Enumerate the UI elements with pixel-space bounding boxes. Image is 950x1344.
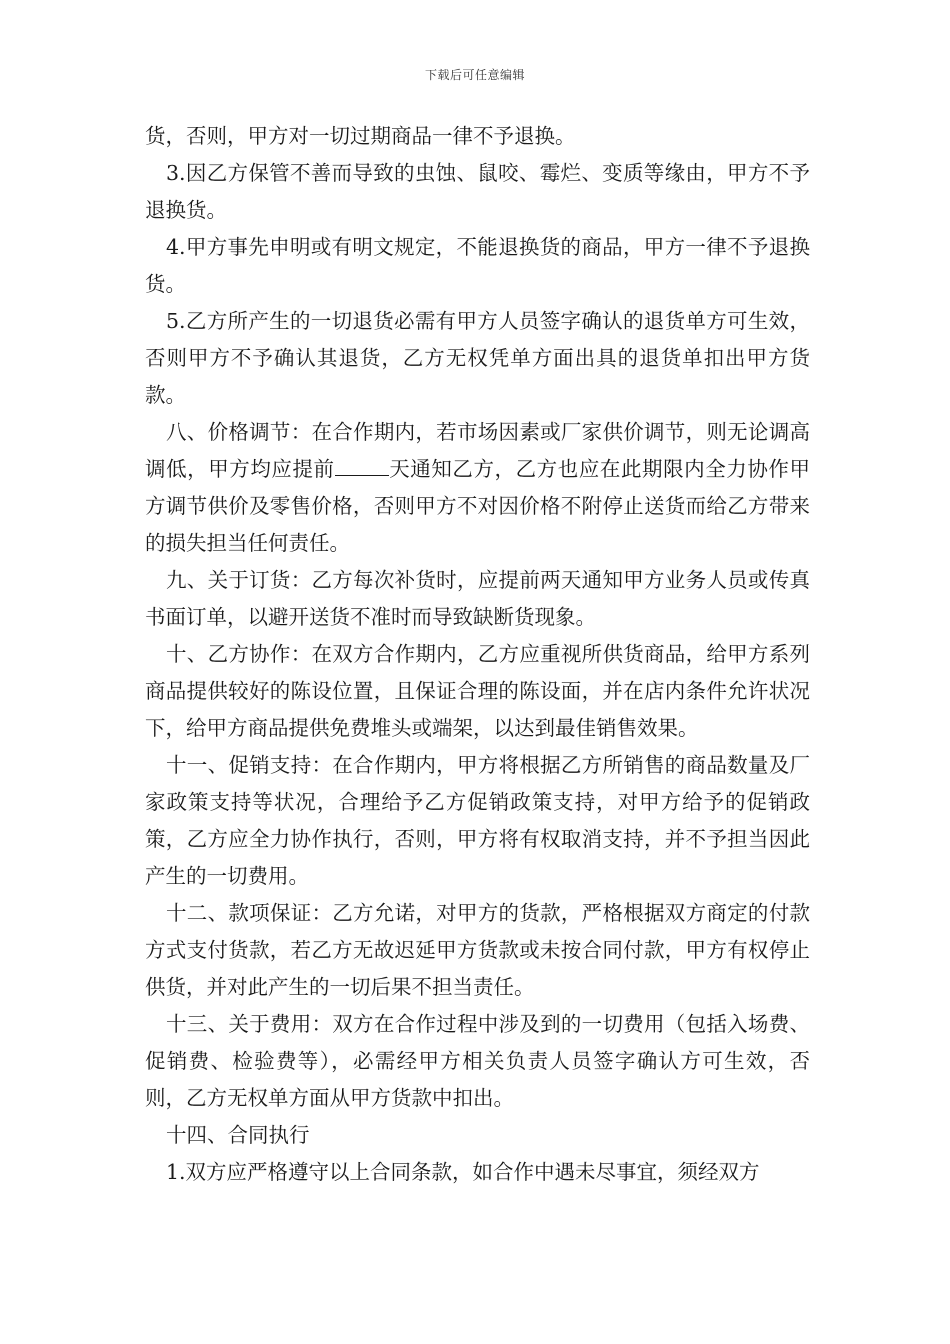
paragraph-section-9-ordering: 九、关于订货：乙方每次补货时，应提前两天通知甲方业务人员或传真书面订单，以避开送货不准时而导致缺断货现象。 bbox=[145, 568, 810, 629]
paragraph-clause-5: 5.乙方所产生的一切退货必需有甲方人员签字确认的退货单方可生效，否则甲方不予确认其退货，乙方无权凭单方面出具的退货单扣出甲方货款。 bbox=[145, 309, 810, 407]
paragraph-section-14-heading: 十四、合同执行 bbox=[166, 1123, 310, 1147]
paragraph-section-12-payment: 十二、款项保证：乙方允诺，对甲方的货款，严格根据双方商定的付款方式支付货款，若乙方无故迟延甲方货款或未按合同付款，甲方有权停止供货，并对此产生的一切后果不担当责任。 bbox=[145, 901, 810, 999]
blank-days-field bbox=[335, 457, 389, 476]
paragraph-clause-3: 3.因乙方保管不善而导致的虫蚀、鼠咬、霉烂、变质等缘由，甲方不予退换货。 bbox=[145, 161, 810, 222]
section-8-text-after: 天通知乙方，乙方也应在此期限内全力协作甲方调节供价及零售价格，否则甲方不对因价格不附停止送货而给乙方带来的损失担当任何责任。 bbox=[145, 457, 811, 555]
document-body bbox=[145, 118, 810, 1191]
page-header: 下载后可任意编辑 bbox=[424, 68, 525, 82]
section-8-text-before: 八、价格调节：在合作期内，若市场因素或厂家供价调节，则无论调高调低，甲方均应提前 bbox=[145, 420, 810, 481]
paragraph-return-policy-continued: 货，否则，甲方对一切过期商品一律不予退换。 bbox=[145, 124, 576, 148]
paragraph-section-13-fees: 十三、关于费用：双方在合作过程中涉及到的一切费用（包括入场费、促销费、检验费等），必需经甲方相关负责人员签字确认方可生效，否则，乙方无权单方面从甲方货款中扣出。 bbox=[145, 1012, 810, 1110]
paragraph-section-11-promotion: 十一、促销支持：在合作期内，甲方将根据乙方所销售的商品数量及厂家政策支持等状况，合理给予乙方促销政策支持，对甲方给予的促销政策，乙方应全力协作执行，否则，甲方将有权取消支持，并不予担当因此产生的一切费用。 bbox=[145, 753, 810, 888]
paragraph-section-10-cooperation: 十、乙方协作：在双方合作期内，乙方应重视所供货商品，给甲方系列商品提供较好的陈设位置，且保证合理的陈设面，并在店内条件允许状况下，给甲方商品提供免费堆头或端架，以达到最佳销售效果。 bbox=[145, 642, 810, 740]
paragraph-section-8-price-adjustment bbox=[145, 414, 810, 562]
paragraph-clause-4: 4.甲方事先申明或有明文规定，不能退换货的商品，甲方一律不予退换货。 bbox=[145, 235, 810, 296]
paragraph-section-14-clause-1: 1.双方应严格遵守以上合同条款，如合作中遇未尽事宜，须经双方 bbox=[166, 1160, 760, 1184]
